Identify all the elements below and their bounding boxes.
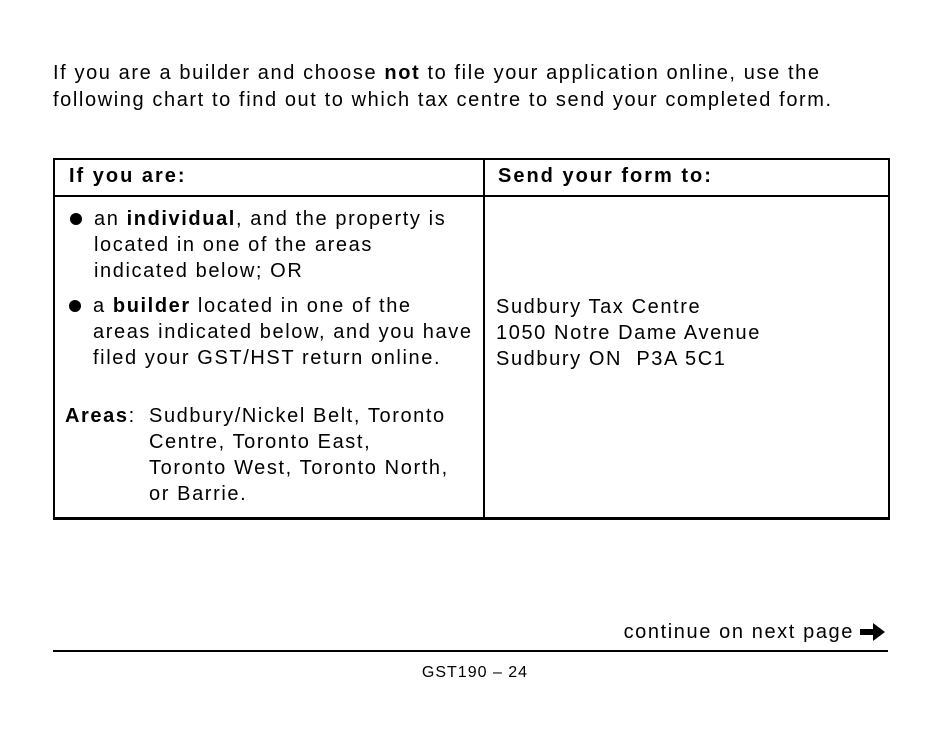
continue-on-next-page <box>624 620 888 644</box>
table-border-right <box>888 158 890 520</box>
header-if-you-are: If you are: <box>69 165 187 187</box>
continue-text: continue on next page <box>623 621 854 643</box>
page-number: GST190 – 24 <box>421 664 529 681</box>
bullet-icon <box>69 300 81 312</box>
address-line-1: Sudbury Tax Centre <box>496 296 702 318</box>
intro-text-part2: to file your application online, use the following chart to find out to which tax centre to send your completed form. <box>53 62 833 111</box>
areas-list: Sudbury/Nickel Belt, Toronto Centre, Toronto East, Toronto West, Toronto North, or Barrie. <box>149 405 449 505</box>
areas-label: Areas: <box>65 405 136 427</box>
table-border-bottom <box>53 517 890 520</box>
address-line-3: Sudbury ON P3A 5C1 <box>496 348 727 370</box>
table-border-top <box>53 158 890 160</box>
bullet-icon <box>70 213 82 225</box>
header-send-your-form-to: Send your form to: <box>498 165 713 187</box>
sudbury-address <box>496 294 761 372</box>
table-border-middle <box>483 158 485 520</box>
address-line-2: 1050 Notre Dame Avenue <box>496 322 761 344</box>
bullet-individual-text: an individual, and the property is located in one of the areas indicated below; OR <box>94 208 447 282</box>
bullet-builder-text: a builder located in one of the areas indicated below, and you have filed your GST/HST return online. <box>93 295 473 369</box>
footer-divider <box>53 650 888 652</box>
table-border-left <box>53 158 55 520</box>
intro-text-bold: not <box>384 62 421 84</box>
intro-paragraph <box>53 60 893 114</box>
intro-text-part1: If you are a builder and choose <box>53 62 385 84</box>
table-border-header-bottom <box>53 195 890 197</box>
right-arrow-icon <box>858 620 888 644</box>
